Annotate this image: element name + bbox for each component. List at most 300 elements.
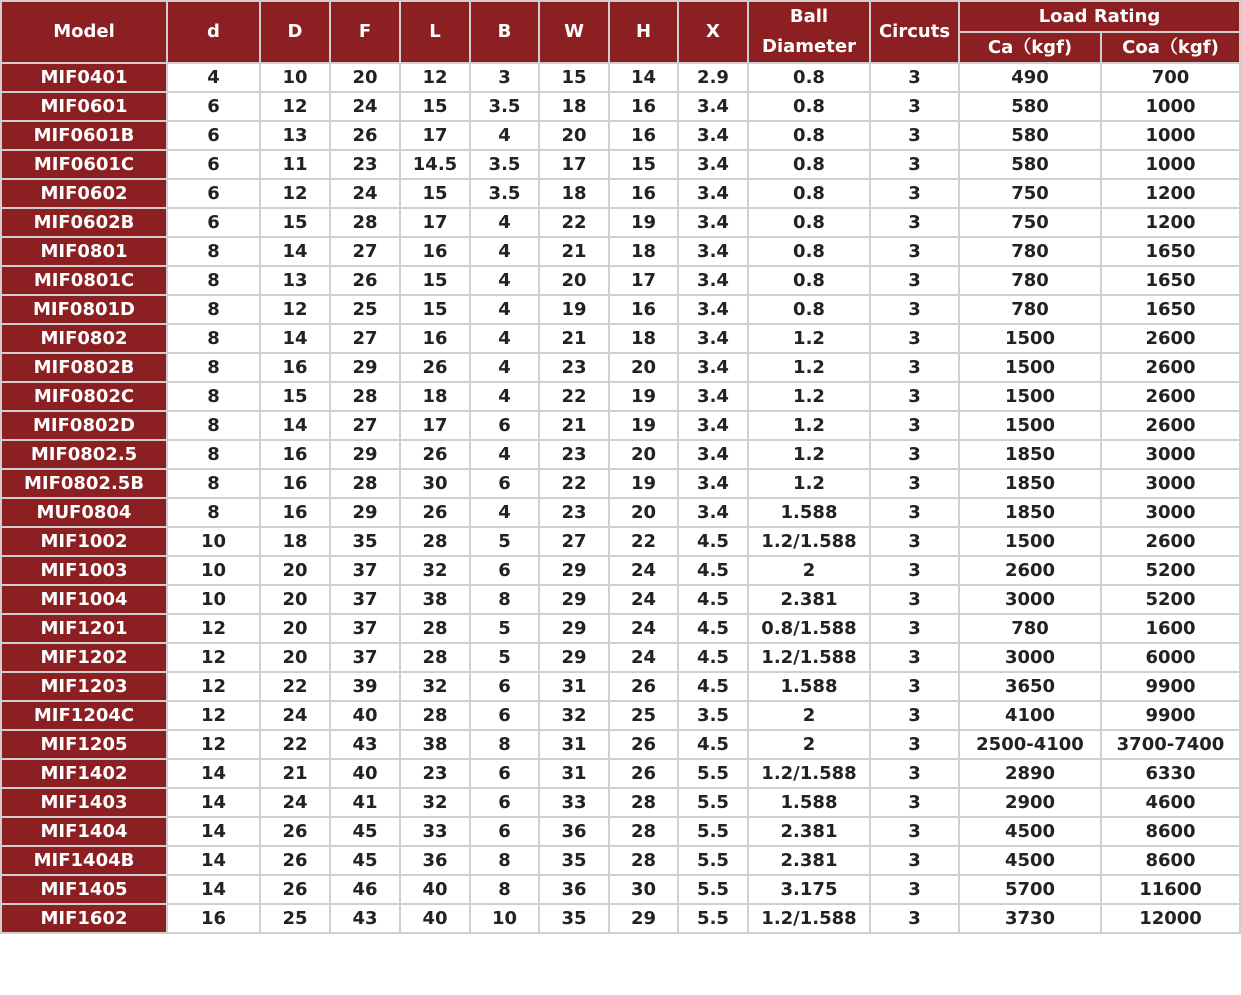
cell-X: 3.4	[678, 498, 748, 527]
cell-D: 16	[260, 353, 330, 382]
table-header	[1, 1, 1240, 63]
cell-L: 26	[400, 498, 470, 527]
cell-coa: 4600	[1101, 788, 1240, 817]
cell-F: 37	[330, 643, 400, 672]
cell-model: MIF0601	[1, 92, 167, 121]
cell-F: 40	[330, 701, 400, 730]
cell-H: 15	[609, 150, 678, 179]
cell-F: 35	[330, 527, 400, 556]
cell-H: 26	[609, 672, 678, 701]
cell-model: MIF0601B	[1, 121, 167, 150]
cell-model: MIF0802.5B	[1, 469, 167, 498]
table-row	[1, 643, 1240, 672]
cell-coa: 700	[1101, 63, 1240, 92]
cell-ca: 580	[959, 150, 1101, 179]
cell-ball-diameter: 1.2/1.588	[748, 643, 870, 672]
cell-W: 31	[539, 759, 609, 788]
cell-B: 4	[470, 440, 539, 469]
cell-X: 3.4	[678, 440, 748, 469]
cell-D: 12	[260, 295, 330, 324]
cell-ca: 3000	[959, 643, 1101, 672]
cell-X: 3.4	[678, 150, 748, 179]
cell-d: 14	[167, 788, 260, 817]
cell-ca: 2500-4100	[959, 730, 1101, 759]
cell-model: MIF0601C	[1, 150, 167, 179]
table-row	[1, 875, 1240, 904]
header-L: L	[400, 1, 470, 63]
cell-model: MIF1203	[1, 672, 167, 701]
cell-coa: 3000	[1101, 498, 1240, 527]
cell-L: 18	[400, 382, 470, 411]
table-row	[1, 237, 1240, 266]
cell-d: 12	[167, 730, 260, 759]
header-coa: Coa（kgf)	[1101, 32, 1240, 63]
cell-F: 27	[330, 411, 400, 440]
cell-B: 3	[470, 63, 539, 92]
cell-ball-diameter: 1.588	[748, 672, 870, 701]
cell-ca: 1500	[959, 411, 1101, 440]
cell-model: MIF1404B	[1, 846, 167, 875]
cell-D: 20	[260, 643, 330, 672]
cell-coa: 1650	[1101, 237, 1240, 266]
cell-F: 24	[330, 179, 400, 208]
cell-circuts: 3	[870, 788, 959, 817]
cell-B: 6	[470, 556, 539, 585]
cell-ca: 3650	[959, 672, 1101, 701]
cell-W: 19	[539, 295, 609, 324]
cell-d: 8	[167, 353, 260, 382]
cell-ca: 1850	[959, 469, 1101, 498]
cell-ca: 4500	[959, 846, 1101, 875]
cell-W: 29	[539, 585, 609, 614]
cell-W: 22	[539, 208, 609, 237]
cell-B: 8	[470, 730, 539, 759]
cell-d: 8	[167, 266, 260, 295]
cell-ca: 780	[959, 614, 1101, 643]
cell-D: 20	[260, 585, 330, 614]
header-d: d	[167, 1, 260, 63]
cell-H: 19	[609, 469, 678, 498]
cell-d: 14	[167, 817, 260, 846]
cell-L: 15	[400, 179, 470, 208]
cell-d: 16	[167, 904, 260, 933]
cell-d: 12	[167, 614, 260, 643]
cell-ca: 780	[959, 295, 1101, 324]
cell-W: 33	[539, 788, 609, 817]
cell-ball-diameter: 1.2	[748, 353, 870, 382]
table-row	[1, 498, 1240, 527]
cell-B: 4	[470, 208, 539, 237]
table-row	[1, 904, 1240, 933]
cell-L: 15	[400, 266, 470, 295]
cell-W: 31	[539, 672, 609, 701]
cell-W: 35	[539, 904, 609, 933]
header-ball-line1: Ball	[789, 6, 829, 27]
table-row	[1, 411, 1240, 440]
cell-W: 31	[539, 730, 609, 759]
cell-ca: 2890	[959, 759, 1101, 788]
cell-W: 23	[539, 353, 609, 382]
cell-D: 20	[260, 556, 330, 585]
cell-D: 24	[260, 701, 330, 730]
cell-model: MIF0401	[1, 63, 167, 92]
table-row	[1, 614, 1240, 643]
cell-coa: 2600	[1101, 353, 1240, 382]
cell-X: 3.4	[678, 208, 748, 237]
cell-d: 6	[167, 150, 260, 179]
cell-F: 37	[330, 556, 400, 585]
cell-model: MIF0802B	[1, 353, 167, 382]
cell-D: 25	[260, 904, 330, 933]
cell-ball-diameter: 0.8	[748, 295, 870, 324]
cell-F: 26	[330, 121, 400, 150]
cell-coa: 3000	[1101, 469, 1240, 498]
cell-d: 4	[167, 63, 260, 92]
cell-H: 20	[609, 353, 678, 382]
cell-ca: 4500	[959, 817, 1101, 846]
cell-F: 24	[330, 92, 400, 121]
cell-D: 16	[260, 440, 330, 469]
cell-H: 28	[609, 788, 678, 817]
cell-F: 37	[330, 614, 400, 643]
cell-X: 3.4	[678, 121, 748, 150]
cell-ball-diameter: 2.381	[748, 846, 870, 875]
cell-L: 28	[400, 643, 470, 672]
cell-X: 5.5	[678, 759, 748, 788]
cell-d: 8	[167, 324, 260, 353]
cell-model: MIF0801	[1, 237, 167, 266]
cell-model: MIF0802D	[1, 411, 167, 440]
header-ca: Ca（kgf)	[959, 32, 1101, 63]
cell-B: 4	[470, 498, 539, 527]
cell-W: 22	[539, 469, 609, 498]
cell-L: 28	[400, 527, 470, 556]
cell-coa: 1650	[1101, 295, 1240, 324]
cell-circuts: 3	[870, 440, 959, 469]
cell-circuts: 3	[870, 759, 959, 788]
cell-coa: 1200	[1101, 179, 1240, 208]
cell-H: 26	[609, 759, 678, 788]
table-row	[1, 179, 1240, 208]
cell-H: 29	[609, 904, 678, 933]
cell-B: 3.5	[470, 150, 539, 179]
cell-W: 21	[539, 324, 609, 353]
cell-ball-diameter: 2.381	[748, 817, 870, 846]
cell-ball-diameter: 1.2	[748, 411, 870, 440]
header-H: H	[609, 1, 678, 63]
cell-H: 18	[609, 237, 678, 266]
cell-L: 12	[400, 63, 470, 92]
cell-W: 29	[539, 614, 609, 643]
cell-circuts: 3	[870, 730, 959, 759]
cell-B: 4	[470, 237, 539, 266]
cell-H: 24	[609, 585, 678, 614]
cell-d: 14	[167, 875, 260, 904]
cell-X: 3.4	[678, 382, 748, 411]
cell-ca: 4100	[959, 701, 1101, 730]
cell-L: 16	[400, 237, 470, 266]
cell-coa: 2600	[1101, 382, 1240, 411]
cell-model: MIF0801D	[1, 295, 167, 324]
cell-ball-diameter: 1.2	[748, 382, 870, 411]
cell-F: 23	[330, 150, 400, 179]
cell-H: 25	[609, 701, 678, 730]
cell-B: 4	[470, 324, 539, 353]
cell-D: 14	[260, 237, 330, 266]
cell-ca: 750	[959, 208, 1101, 237]
cell-ca: 1500	[959, 527, 1101, 556]
cell-ball-diameter: 0.8	[748, 150, 870, 179]
cell-L: 36	[400, 846, 470, 875]
header-ball-line2: Diameter	[762, 36, 856, 57]
cell-X: 4.5	[678, 585, 748, 614]
cell-L: 40	[400, 875, 470, 904]
cell-B: 8	[470, 585, 539, 614]
cell-coa: 2600	[1101, 411, 1240, 440]
cell-X: 3.4	[678, 469, 748, 498]
cell-circuts: 3	[870, 672, 959, 701]
cell-circuts: 3	[870, 701, 959, 730]
cell-model: MUF0804	[1, 498, 167, 527]
cell-L: 15	[400, 295, 470, 324]
cell-ball-diameter: 0.8	[748, 237, 870, 266]
cell-W: 18	[539, 92, 609, 121]
cell-X: 5.5	[678, 904, 748, 933]
table-row	[1, 817, 1240, 846]
cell-ca: 1850	[959, 440, 1101, 469]
cell-circuts: 3	[870, 208, 959, 237]
cell-D: 13	[260, 121, 330, 150]
cell-B: 4	[470, 295, 539, 324]
cell-ca: 780	[959, 266, 1101, 295]
header-load-rating: Load Rating	[959, 1, 1240, 32]
cell-ball-diameter: 1.588	[748, 788, 870, 817]
header-D: D	[260, 1, 330, 63]
cell-ca: 1500	[959, 324, 1101, 353]
cell-model: MIF0802.5	[1, 440, 167, 469]
cell-H: 24	[609, 614, 678, 643]
cell-H: 19	[609, 411, 678, 440]
cell-D: 14	[260, 324, 330, 353]
cell-coa: 9900	[1101, 701, 1240, 730]
cell-ca: 2600	[959, 556, 1101, 585]
cell-H: 14	[609, 63, 678, 92]
cell-ball-diameter: 1.2/1.588	[748, 904, 870, 933]
cell-L: 30	[400, 469, 470, 498]
table-row	[1, 556, 1240, 585]
cell-circuts: 3	[870, 295, 959, 324]
cell-F: 43	[330, 730, 400, 759]
cell-d: 14	[167, 846, 260, 875]
cell-F: 46	[330, 875, 400, 904]
cell-B: 5	[470, 527, 539, 556]
cell-coa: 6000	[1101, 643, 1240, 672]
cell-X: 3.4	[678, 266, 748, 295]
cell-F: 29	[330, 498, 400, 527]
cell-circuts: 3	[870, 121, 959, 150]
cell-H: 16	[609, 121, 678, 150]
cell-ca: 2900	[959, 788, 1101, 817]
cell-X: 3.4	[678, 179, 748, 208]
cell-X: 5.5	[678, 788, 748, 817]
table-row	[1, 440, 1240, 469]
cell-coa: 2600	[1101, 324, 1240, 353]
cell-ball-diameter: 1.588	[748, 498, 870, 527]
cell-model: MIF1404	[1, 817, 167, 846]
cell-d: 8	[167, 237, 260, 266]
cell-L: 26	[400, 353, 470, 382]
cell-L: 17	[400, 208, 470, 237]
cell-ca: 580	[959, 121, 1101, 150]
cell-coa: 9900	[1101, 672, 1240, 701]
cell-L: 38	[400, 585, 470, 614]
cell-circuts: 3	[870, 92, 959, 121]
cell-coa: 2600	[1101, 527, 1240, 556]
cell-F: 45	[330, 846, 400, 875]
cell-H: 16	[609, 92, 678, 121]
cell-d: 8	[167, 498, 260, 527]
cell-d: 12	[167, 701, 260, 730]
cell-L: 16	[400, 324, 470, 353]
header-model: Model	[1, 1, 167, 63]
cell-d: 12	[167, 643, 260, 672]
cell-coa: 3000	[1101, 440, 1240, 469]
cell-d: 12	[167, 672, 260, 701]
cell-H: 20	[609, 440, 678, 469]
cell-F: 29	[330, 440, 400, 469]
cell-D: 20	[260, 614, 330, 643]
cell-ball-diameter: 1.2/1.588	[748, 759, 870, 788]
cell-D: 24	[260, 788, 330, 817]
cell-d: 10	[167, 585, 260, 614]
cell-circuts: 3	[870, 411, 959, 440]
cell-D: 12	[260, 179, 330, 208]
cell-X: 4.5	[678, 672, 748, 701]
cell-W: 17	[539, 150, 609, 179]
cell-X: 3.4	[678, 295, 748, 324]
cell-circuts: 3	[870, 382, 959, 411]
cell-D: 13	[260, 266, 330, 295]
cell-d: 8	[167, 469, 260, 498]
cell-L: 23	[400, 759, 470, 788]
cell-L: 15	[400, 92, 470, 121]
table-row	[1, 121, 1240, 150]
cell-circuts: 3	[870, 643, 959, 672]
cell-L: 17	[400, 411, 470, 440]
table-row	[1, 788, 1240, 817]
cell-D: 26	[260, 875, 330, 904]
cell-ca: 5700	[959, 875, 1101, 904]
cell-circuts: 3	[870, 904, 959, 933]
cell-circuts: 3	[870, 614, 959, 643]
cell-d: 6	[167, 121, 260, 150]
cell-B: 6	[470, 469, 539, 498]
cell-X: 2.9	[678, 63, 748, 92]
cell-F: 20	[330, 63, 400, 92]
cell-W: 21	[539, 411, 609, 440]
cell-model: MIF1201	[1, 614, 167, 643]
cell-H: 19	[609, 208, 678, 237]
table-row	[1, 846, 1240, 875]
cell-d: 6	[167, 179, 260, 208]
cell-H: 28	[609, 846, 678, 875]
cell-coa: 8600	[1101, 817, 1240, 846]
cell-ball-diameter: 1.2	[748, 440, 870, 469]
cell-D: 26	[260, 846, 330, 875]
cell-d: 8	[167, 295, 260, 324]
cell-L: 28	[400, 614, 470, 643]
cell-F: 27	[330, 324, 400, 353]
cell-coa: 1000	[1101, 150, 1240, 179]
cell-W: 20	[539, 121, 609, 150]
cell-circuts: 3	[870, 556, 959, 585]
cell-ball-diameter: 0.8	[748, 208, 870, 237]
cell-D: 15	[260, 208, 330, 237]
cell-H: 20	[609, 498, 678, 527]
table-row	[1, 150, 1240, 179]
cell-X: 4.5	[678, 527, 748, 556]
cell-model: MIF0802C	[1, 382, 167, 411]
cell-F: 40	[330, 759, 400, 788]
table-row	[1, 672, 1240, 701]
cell-coa: 3700-7400	[1101, 730, 1240, 759]
cell-L: 32	[400, 788, 470, 817]
cell-B: 6	[470, 701, 539, 730]
cell-B: 8	[470, 875, 539, 904]
cell-X: 3.5	[678, 701, 748, 730]
cell-W: 21	[539, 237, 609, 266]
cell-d: 8	[167, 411, 260, 440]
cell-L: 38	[400, 730, 470, 759]
header-X: X	[678, 1, 748, 63]
cell-W: 18	[539, 179, 609, 208]
cell-circuts: 3	[870, 63, 959, 92]
cell-B: 6	[470, 788, 539, 817]
cell-H: 22	[609, 527, 678, 556]
cell-d: 6	[167, 208, 260, 237]
header-F: F	[330, 1, 400, 63]
cell-H: 17	[609, 266, 678, 295]
table-row	[1, 324, 1240, 353]
cell-ball-diameter: 0.8	[748, 179, 870, 208]
cell-ca: 1500	[959, 382, 1101, 411]
cell-model: MIF1403	[1, 788, 167, 817]
cell-circuts: 3	[870, 353, 959, 382]
cell-B: 4	[470, 382, 539, 411]
cell-d: 14	[167, 759, 260, 788]
cell-ball-diameter: 2	[748, 556, 870, 585]
cell-D: 11	[260, 150, 330, 179]
cell-W: 36	[539, 817, 609, 846]
cell-X: 3.4	[678, 237, 748, 266]
cell-X: 3.4	[678, 353, 748, 382]
cell-circuts: 3	[870, 875, 959, 904]
cell-F: 28	[330, 208, 400, 237]
cell-model: MIF1004	[1, 585, 167, 614]
cell-d: 6	[167, 92, 260, 121]
cell-F: 41	[330, 788, 400, 817]
cell-circuts: 3	[870, 324, 959, 353]
cell-ball-diameter: 0.8	[748, 121, 870, 150]
header-B: B	[470, 1, 539, 63]
cell-B: 3.5	[470, 92, 539, 121]
cell-circuts: 3	[870, 527, 959, 556]
cell-coa: 1650	[1101, 266, 1240, 295]
cell-circuts: 3	[870, 846, 959, 875]
cell-model: MIF0802	[1, 324, 167, 353]
cell-L: 32	[400, 672, 470, 701]
cell-D: 12	[260, 92, 330, 121]
